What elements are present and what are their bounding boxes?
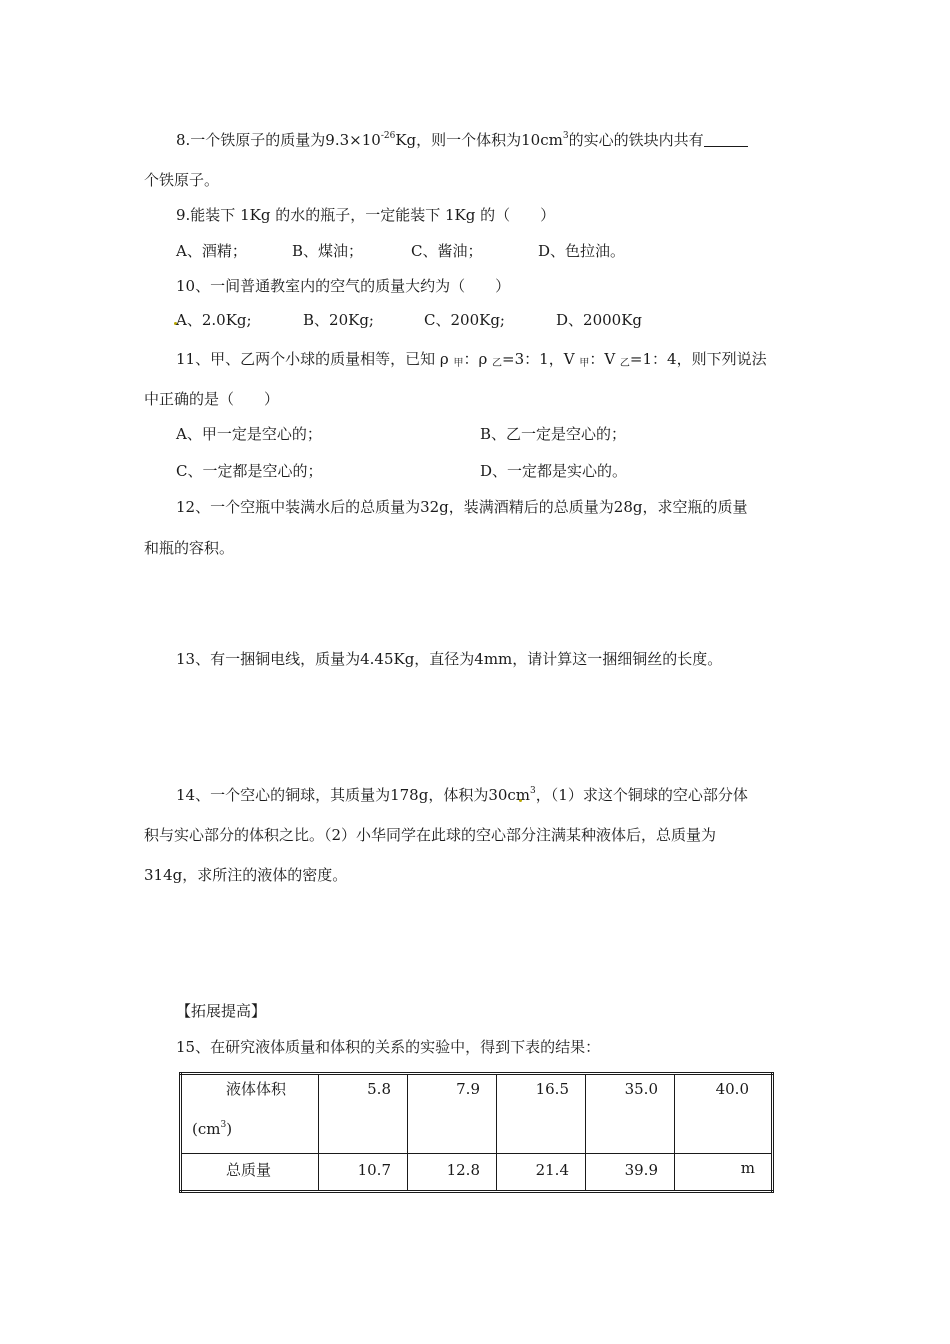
q9-option-a: A、酒精； [176, 242, 247, 260]
q10-stem: 10、一间普通教室内的空气的质量大约为（ ） [176, 277, 511, 295]
q14-text-b: ，（1）求这个铜球的空心部分体 [535, 786, 748, 804]
cell-value: 12.8 [446, 1161, 480, 1179]
q14-line3: 314g，求所注的液体的密度。 [144, 866, 348, 884]
table-cell [586, 1074, 675, 1154]
table-cell [319, 1074, 408, 1154]
cell-value: 39.9 [624, 1161, 658, 1179]
q9-stem: 9.能装下 1Kg 的水的瓶子，一定能装下 1Kg 的（ ） [176, 206, 556, 224]
q10-option-d: D、2000Kg [556, 311, 643, 329]
q10-option-a: A、2.0Kg; [176, 311, 252, 329]
unit-text: (cm [192, 1120, 221, 1138]
q11-option-a: A、甲一定是空心的； [176, 425, 322, 443]
q11-option-b: B、乙一定是空心的； [480, 425, 627, 443]
table-row-label [181, 1074, 319, 1154]
table-cell [497, 1154, 586, 1192]
q14-line2: 积与实心部分的体积之比。（2）小华同学在此球的空心部分注满某种液体后，总质量为 [144, 826, 717, 844]
unit-sup: 3 [220, 1120, 227, 1130]
q15-stem: 15、在研究液体质量和体积的关系的实验中，得到下表的结果： [176, 1038, 601, 1056]
cell-value: m [740, 1159, 755, 1177]
q11-text-a: 11、甲、乙两个小球的质量相等，已知 ρ [176, 350, 454, 368]
q12-line1: 12、一个空瓶中装满水后的总质量为32g，装满酒精后的总质量为28g，求空瓶的质量 [176, 498, 748, 516]
q8-exponent: -26 [380, 131, 396, 141]
q14-text-a: 14、一个空心的铜球，其质量为178g，体积为30cm [176, 786, 531, 804]
q11-option-c: C、一定都是空心的； [176, 462, 323, 480]
table-cell [675, 1074, 773, 1154]
cell-value: 35.0 [624, 1080, 658, 1098]
cell-value: 40.0 [715, 1080, 749, 1098]
q9-option-b: B、煤油； [292, 242, 364, 260]
cell-value: 21.4 [535, 1161, 569, 1179]
q10-option-c: C、200Kg; [424, 311, 505, 329]
table-cell [586, 1154, 675, 1192]
mass-label: 总质量 [226, 1161, 272, 1179]
q8-cube-sup: 3 [562, 131, 569, 141]
table-cell [319, 1154, 408, 1192]
results-table [179, 1072, 774, 1193]
q11-line2: 中正确的是（ ） [144, 390, 280, 408]
q12-line2: 和瓶的容积。 [144, 539, 235, 557]
q14-cube-sup: 3 [530, 786, 536, 796]
volume-label: 液体体积 [226, 1080, 287, 1098]
q8-text-a: 8.一个铁原子的质量为9.3×10 [176, 131, 381, 149]
q11-text-d: ：V [589, 350, 620, 368]
q8-line1 [176, 130, 748, 150]
q9-option-d: D、色拉油。 [538, 242, 626, 260]
q11-option-d: D、一定都是实心的。 [480, 462, 628, 480]
table-cell [497, 1074, 586, 1154]
q8-text-b: Kg，则一个体积为10cm [395, 131, 563, 149]
q11-sub-4: 乙 [619, 358, 630, 369]
volume-unit [182, 1099, 318, 1139]
table-cell [408, 1154, 497, 1192]
cell-value: 16.5 [535, 1080, 569, 1098]
cell-value: 5.8 [367, 1080, 391, 1098]
q13-line1: 13、有一捆铜电线，质量为4.45Kg，直径为4mm，请计算这一捆细铜丝的长度。 [176, 650, 723, 668]
q11-text-b: ：ρ [463, 350, 493, 368]
table-row-label [181, 1154, 319, 1192]
q11-sub-2: 乙 [492, 358, 503, 369]
q9-option-c: C、酱油； [411, 242, 483, 260]
cell-value: 7.9 [456, 1080, 480, 1098]
table-cell [408, 1074, 497, 1154]
q11-text-c: =3：1，V [502, 350, 580, 368]
section-title: 【拓展提高】 [176, 1002, 267, 1020]
q8-line2: 个铁原子。 [144, 171, 220, 189]
unit-close: ) [226, 1120, 233, 1138]
table-row [181, 1074, 773, 1154]
cell-value: 10.7 [357, 1161, 391, 1179]
q11-sub-3: 甲 [579, 358, 590, 369]
q11-text-e: =1：4，则下列说法 [629, 350, 767, 368]
table-cell [675, 1154, 773, 1192]
q10-option-b: B、20Kg; [303, 311, 374, 329]
q14-line1 [176, 785, 748, 805]
q11-sub-1: 甲 [453, 358, 464, 369]
table-row [181, 1154, 773, 1192]
q8-answer-blank[interactable] [704, 132, 748, 147]
q8-text-c: 的实心的铁块内共有 [568, 131, 704, 149]
q11-line1 [176, 349, 767, 369]
